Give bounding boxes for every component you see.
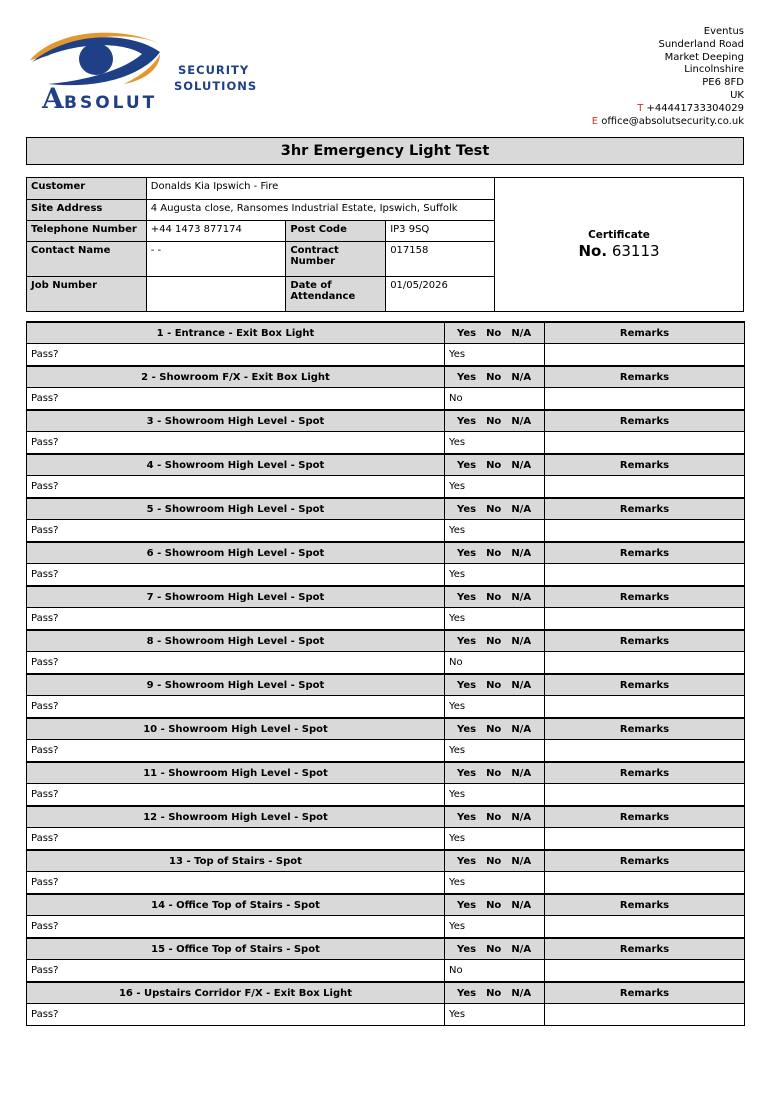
answer-options (445, 894, 545, 916)
check-answer-row (27, 740, 745, 763)
certificate-number (495, 242, 743, 260)
check-item-name: 9 - Showroom High Level - Spot (27, 674, 445, 696)
check-answer: Yes (445, 344, 545, 367)
remarks-header: Remarks (545, 586, 745, 608)
check-answer: Yes (445, 564, 545, 587)
answer-options (445, 366, 545, 388)
pass-question: Pass? (27, 1004, 445, 1026)
remarks-header: Remarks (545, 454, 745, 476)
answer-options (445, 718, 545, 740)
no-option-label: No (486, 591, 502, 603)
check-remarks (545, 520, 745, 543)
pass-question: Pass? (27, 652, 445, 675)
check-answer-row (27, 784, 745, 807)
pass-question: Pass? (27, 520, 445, 543)
yes-option-label: Yes (457, 635, 477, 647)
check-answer-row (27, 696, 745, 719)
check-item-name: 6 - Showroom High Level - Spot (27, 542, 445, 564)
yes-option-label: Yes (457, 987, 477, 999)
answer-options (445, 410, 545, 432)
remarks-header: Remarks (545, 982, 745, 1004)
check-answer: Yes (445, 784, 545, 807)
svg-text:BSOLUT: BSOLUT (64, 93, 158, 113)
pass-question: Pass? (27, 740, 445, 763)
post-code-label: Post Code (286, 221, 386, 242)
check-header-row (27, 322, 745, 344)
check-remarks (545, 476, 745, 499)
yes-option-label: Yes (457, 855, 477, 867)
answer-options (445, 498, 545, 520)
check-answer: Yes (445, 520, 545, 543)
yes-option-label: Yes (457, 547, 477, 559)
na-option-label: N/A (511, 899, 532, 911)
contact-name-label: Contact Name (27, 242, 147, 277)
company-email (592, 116, 744, 129)
pass-question: Pass? (27, 476, 445, 499)
check-item-name: 3 - Showroom High Level - Spot (27, 410, 445, 432)
check-remarks (545, 740, 745, 763)
job-number-value (146, 277, 286, 312)
remarks-header: Remarks (545, 806, 745, 828)
check-header-row (27, 366, 745, 388)
yes-option-label: Yes (457, 371, 477, 383)
na-option-label: N/A (511, 459, 532, 471)
check-header-row (27, 542, 745, 564)
no-option-label: No (486, 723, 502, 735)
yes-option-label: Yes (457, 811, 477, 823)
check-remarks (545, 696, 745, 719)
check-remarks (545, 960, 745, 983)
answer-options (445, 762, 545, 784)
check-answer-row (27, 520, 745, 543)
no-option-label: No (486, 811, 502, 823)
check-item-name: 4 - Showroom High Level - Spot (27, 454, 445, 476)
check-answer-row (27, 1004, 745, 1026)
check-answer-row (27, 872, 745, 895)
check-answer: Yes (445, 916, 545, 939)
answer-options (445, 982, 545, 1004)
check-answer-row (27, 476, 745, 499)
check-answer: Yes (445, 696, 545, 719)
check-header-row (27, 718, 745, 740)
na-option-label: N/A (511, 327, 532, 339)
yes-option-label: Yes (457, 679, 477, 691)
no-option-label: No (486, 547, 502, 559)
remarks-header: Remarks (545, 850, 745, 872)
phone-label: T (637, 102, 644, 114)
no-option-label: No (486, 855, 502, 867)
check-header-row (27, 674, 745, 696)
pass-question: Pass? (27, 828, 445, 851)
check-answer-row (27, 564, 745, 587)
check-remarks (545, 828, 745, 851)
eye-logo-icon (28, 22, 258, 117)
check-item-name: 14 - Office Top of Stairs - Spot (27, 894, 445, 916)
pass-question: Pass? (27, 916, 445, 939)
post-code-value: IP3 9SQ (386, 221, 495, 242)
check-item-name: 5 - Showroom High Level - Spot (27, 498, 445, 520)
check-item-name: 2 - Showroom F/X - Exit Box Light (27, 366, 445, 388)
remarks-header: Remarks (545, 718, 745, 740)
address-line: Market Deeping (664, 51, 744, 63)
site-address-label: Site Address (27, 200, 147, 221)
svg-text:A: A (42, 82, 64, 115)
answer-options (445, 938, 545, 960)
check-remarks (545, 1004, 745, 1026)
pass-question: Pass? (27, 960, 445, 983)
yes-option-label: Yes (457, 943, 477, 955)
site-address-value: 4 Augusta close, Ransomes Industrial Estate, Ipswich, Suffolk (146, 200, 494, 221)
telephone-value: +44 1473 877174 (146, 221, 286, 242)
pass-question: Pass? (27, 784, 445, 807)
na-option-label: N/A (511, 987, 532, 999)
no-option-label: No (486, 327, 502, 339)
company-address (592, 26, 744, 128)
company-logo (28, 22, 258, 117)
check-answer: Yes (445, 608, 545, 631)
na-option-label: N/A (511, 591, 532, 603)
check-item-name: 12 - Showroom High Level - Spot (27, 806, 445, 828)
na-option-label: N/A (511, 723, 532, 735)
check-item-name: 15 - Office Top of Stairs - Spot (27, 938, 445, 960)
na-option-label: N/A (511, 547, 532, 559)
check-item-name: 1 - Entrance - Exit Box Light (27, 322, 445, 344)
na-option-label: N/A (511, 503, 532, 515)
yes-option-label: Yes (457, 591, 477, 603)
check-answer-row (27, 916, 745, 939)
pass-question: Pass? (27, 388, 445, 411)
check-remarks (545, 916, 745, 939)
check-remarks (545, 608, 745, 631)
yes-option-label: Yes (457, 327, 477, 339)
check-answer: Yes (445, 432, 545, 455)
check-header-row (27, 894, 745, 916)
no-option-label: No (486, 987, 502, 999)
yes-option-label: Yes (457, 767, 477, 779)
check-remarks (545, 432, 745, 455)
check-answer-row (27, 960, 745, 983)
no-option-label: No (486, 767, 502, 779)
check-header-row (27, 806, 745, 828)
remarks-header: Remarks (545, 366, 745, 388)
address-line: PE6 8FD (702, 77, 744, 89)
certificate-number-value: 63113 (611, 242, 660, 260)
no-option-label: No (486, 679, 502, 691)
na-option-label: N/A (511, 679, 532, 691)
na-option-label: N/A (511, 767, 532, 779)
email-value: office@absolutsecurity.co.uk (601, 115, 744, 127)
na-option-label: N/A (511, 943, 532, 955)
pass-question: Pass? (27, 872, 445, 895)
no-option-label: No (486, 415, 502, 427)
check-answer: No (445, 960, 545, 983)
answer-options (445, 806, 545, 828)
remarks-header: Remarks (545, 894, 745, 916)
check-header-row (27, 982, 745, 1004)
contract-number-label: Contract Number (286, 242, 386, 277)
check-remarks (545, 388, 745, 411)
no-option-label: No (486, 635, 502, 647)
remarks-header: Remarks (545, 938, 745, 960)
yes-option-label: Yes (457, 899, 477, 911)
answer-options (445, 322, 545, 344)
date-of-attendance-label: Date of Attendance (286, 277, 386, 312)
check-header-row (27, 454, 745, 476)
pass-question: Pass? (27, 344, 445, 367)
pass-question: Pass? (27, 564, 445, 587)
certificate-box (494, 177, 744, 312)
na-option-label: N/A (511, 371, 532, 383)
check-header-row (27, 586, 745, 608)
yes-option-label: Yes (457, 415, 477, 427)
check-answer: No (445, 652, 545, 675)
customer-label: Customer (27, 178, 147, 200)
phone-value: +44441733304029 (646, 102, 744, 114)
yes-option-label: Yes (457, 723, 477, 735)
check-item-name: 11 - Showroom High Level - Spot (27, 762, 445, 784)
check-header-row (27, 498, 745, 520)
check-item-name: 13 - Top of Stairs - Spot (27, 850, 445, 872)
remarks-header: Remarks (545, 630, 745, 652)
check-item-name: 16 - Upstairs Corridor F/X - Exit Box Light (27, 982, 445, 1004)
check-answer: No (445, 388, 545, 411)
contact-name-value: - - (146, 242, 286, 277)
check-answer-row (27, 344, 745, 367)
check-answer: Yes (445, 1004, 545, 1026)
na-option-label: N/A (511, 415, 532, 427)
document-title: 3hr Emergency Light Test (26, 137, 744, 165)
check-header-row (27, 410, 745, 432)
check-item-name: 10 - Showroom High Level - Spot (27, 718, 445, 740)
certificate-label: Certificate (588, 229, 650, 241)
customer-value: Donalds Kia Ipswich - Fire (146, 178, 494, 200)
answer-options (445, 454, 545, 476)
check-remarks (545, 872, 745, 895)
answer-options (445, 850, 545, 872)
svg-text:SECURITY: SECURITY (178, 63, 250, 77)
date-of-attendance-value: 01/05/2026 (386, 277, 495, 312)
check-remarks (545, 652, 745, 675)
check-remarks (545, 564, 745, 587)
contract-number-value: 017158 (386, 242, 495, 277)
pass-question: Pass? (27, 696, 445, 719)
check-remarks (545, 784, 745, 807)
remarks-header: Remarks (545, 762, 745, 784)
svg-text:SOLUTIONS: SOLUTIONS (174, 79, 258, 93)
no-option-label: No (486, 459, 502, 471)
telephone-label: Telephone Number (27, 221, 147, 242)
customer-info-table (26, 177, 495, 312)
no-option-label: No (486, 943, 502, 955)
check-remarks (545, 344, 745, 367)
address-line: Lincolnshire (684, 64, 744, 76)
check-header-row (27, 762, 745, 784)
email-label: E (591, 115, 599, 127)
check-answer-row (27, 828, 745, 851)
address-line: Sunderland Road (658, 38, 744, 50)
check-header-row (27, 630, 745, 652)
certificate-no-label: No. (578, 242, 608, 260)
check-answer: Yes (445, 740, 545, 763)
answer-options (445, 674, 545, 696)
remarks-header: Remarks (545, 322, 745, 344)
na-option-label: N/A (511, 855, 532, 867)
checks-table (26, 321, 745, 1026)
check-answer: Yes (445, 476, 545, 499)
answer-options (445, 630, 545, 652)
check-item-name: 7 - Showroom High Level - Spot (27, 586, 445, 608)
address-line: UK (730, 89, 744, 101)
job-number-label: Job Number (27, 277, 147, 312)
check-item-name: 8 - Showroom High Level - Spot (27, 630, 445, 652)
answer-options (445, 586, 545, 608)
pass-question: Pass? (27, 432, 445, 455)
check-answer: Yes (445, 828, 545, 851)
no-option-label: No (486, 899, 502, 911)
na-option-label: N/A (511, 811, 532, 823)
pass-question: Pass? (27, 608, 445, 631)
remarks-header: Remarks (545, 542, 745, 564)
remarks-header: Remarks (545, 674, 745, 696)
check-header-row (27, 850, 745, 872)
check-answer-row (27, 432, 745, 455)
check-answer-row (27, 652, 745, 675)
yes-option-label: Yes (457, 503, 477, 515)
check-answer: Yes (445, 872, 545, 895)
remarks-header: Remarks (545, 498, 745, 520)
answer-options (445, 542, 545, 564)
no-option-label: No (486, 503, 502, 515)
company-phone (592, 103, 744, 116)
check-answer-row (27, 388, 745, 411)
check-answer-row (27, 608, 745, 631)
na-option-label: N/A (511, 635, 532, 647)
yes-option-label: Yes (457, 459, 477, 471)
address-line: Eventus (703, 26, 744, 37)
check-header-row (27, 938, 745, 960)
remarks-header: Remarks (545, 410, 745, 432)
no-option-label: No (486, 371, 502, 383)
